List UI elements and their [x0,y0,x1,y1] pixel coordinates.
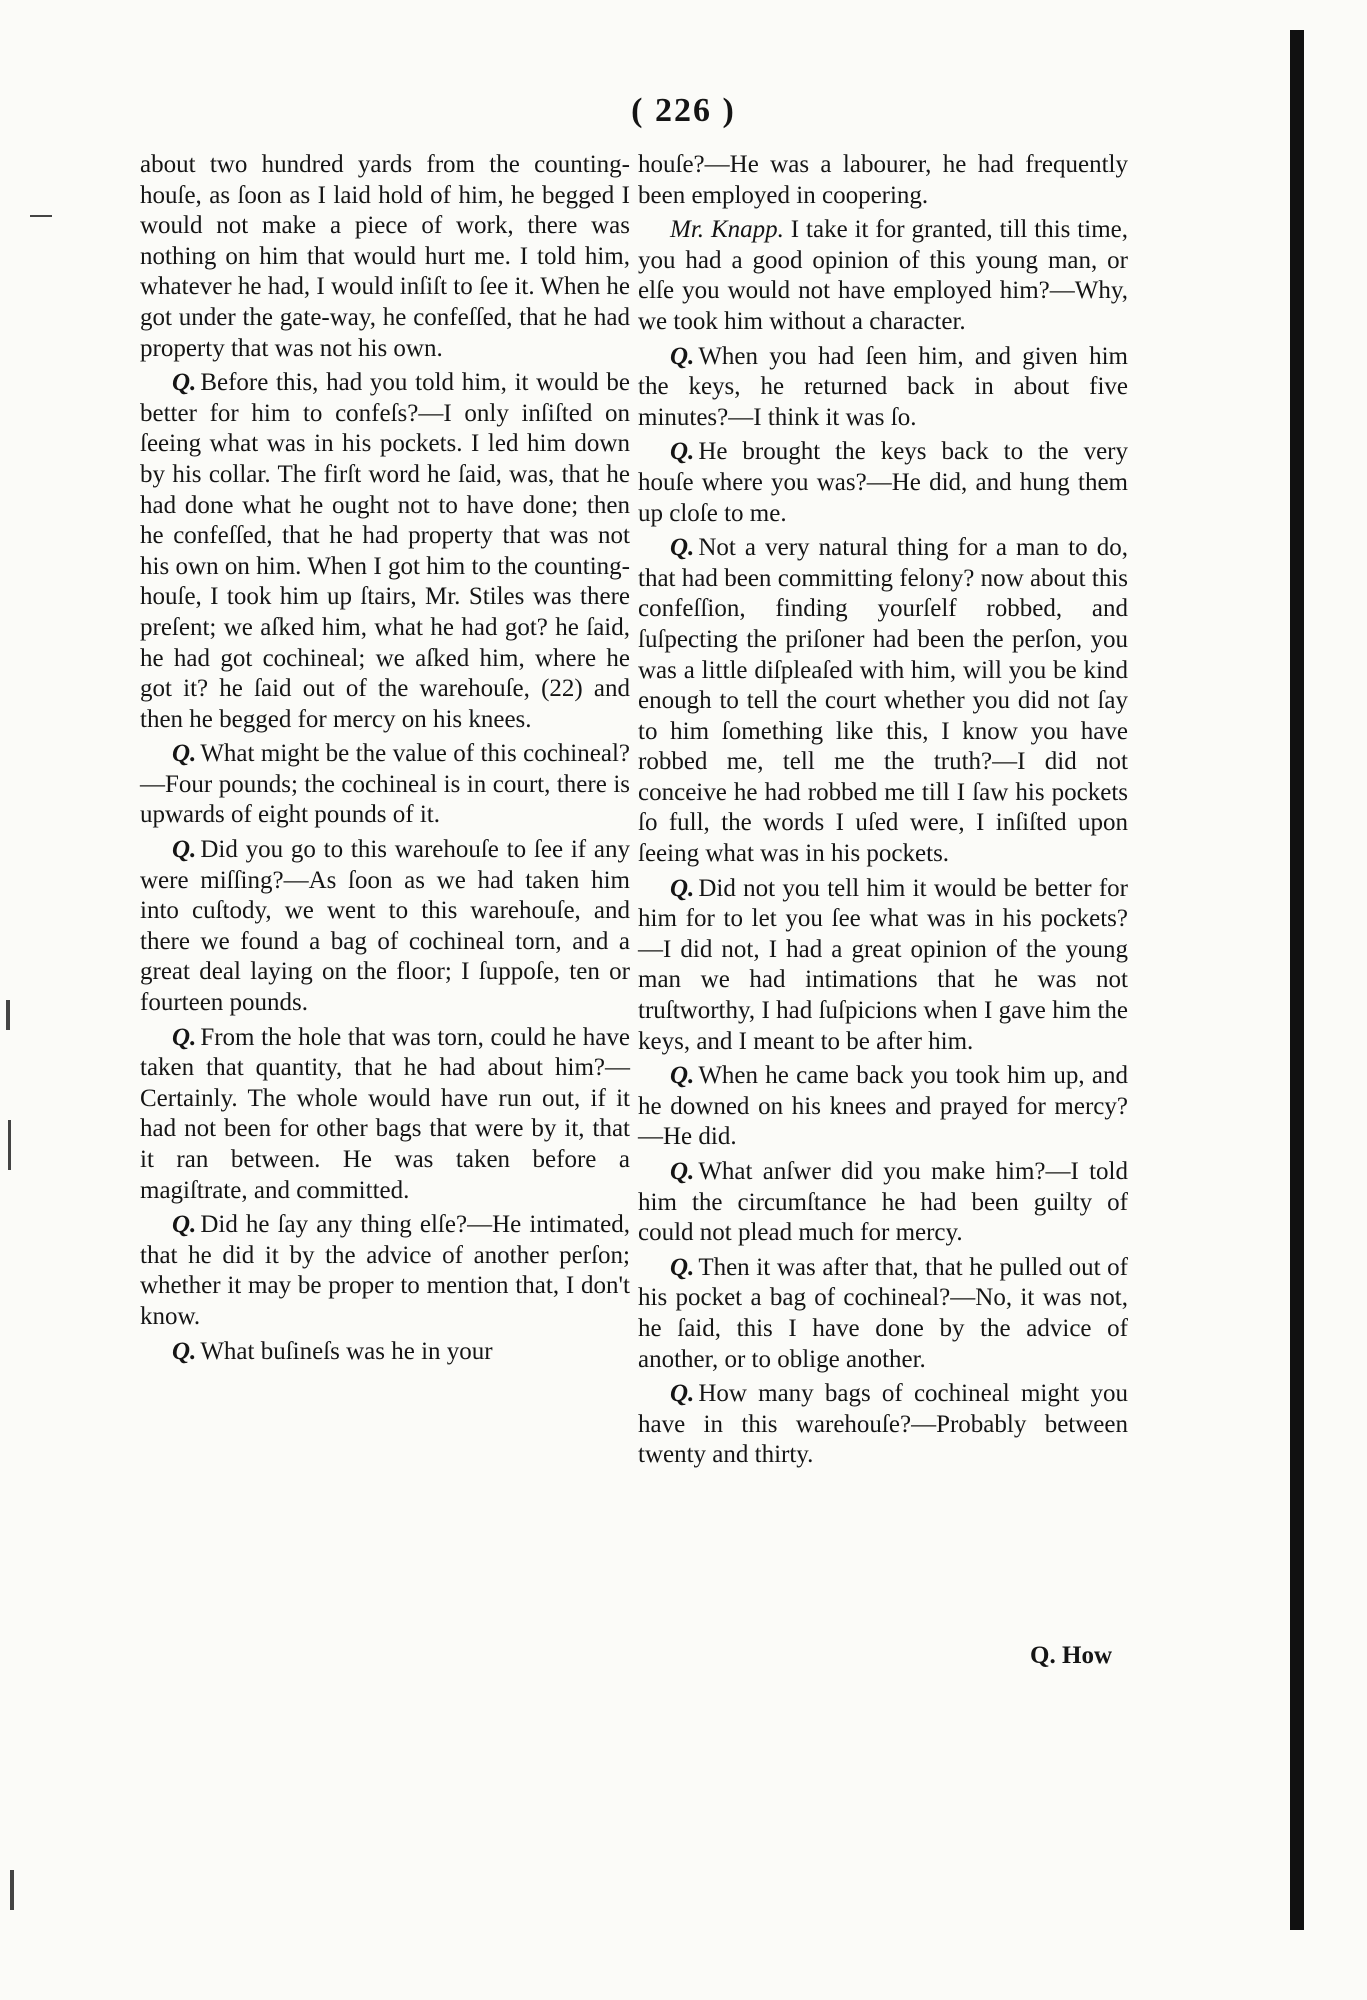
page-number: ( 226 ) [631,92,736,129]
catchword: Q. How [1030,1642,1112,1669]
question-marker: Q. [670,874,695,902]
question-marker: Q. [670,342,695,370]
paragraph: Q. When he came back you took him up, and he downed on his knees and prayed for mercy?—He did. [638,1062,1128,1151]
question-marker: Q. [172,1023,197,1051]
margin-speck [8,1120,11,1170]
speaker-name: Mr. Knapp. [670,216,784,244]
question-marker: Q. [670,1380,695,1408]
paragraph: Q. Not a very natural thing for a man to do, that had been committing felony? now about this confeſſion, finding yourſelf robbed, and ſuſpecting the priſoner had been the perſon, you was a little diſpleaſed with him, will you be kind enough to tell the court whether you did not ſay to him ſomething like this, I know you have robbed me, tell me the truth?—I did not conceive he had robbed me till I ſaw his pockets ſo full, the words I uſed were, I inſiſted upon ſeeing what was in his pockets. [638,534,1128,868]
question-marker: Q. [670,534,695,562]
paragraph: Q. What anſwer did you make him?—I told him the circumſtance he had been guilty of could not plead much for mercy. [638,1158,1128,1247]
margin-speck [6,1000,10,1030]
paragraph: Q. How many bags of cochineal might you have in this warehouſe?—Probably between twenty and thirty. [638,1380,1128,1469]
question-marker: Q. [670,1253,695,1281]
question-marker: Q. [670,438,695,466]
paragraph: about two hundred yards from the counting-houſe, as ſoon as I laid hold of him, he begged I would not make a piece of work, there was nothing on him that would hurt me. I told him, whatever he had, I would inſiſt to ſee it. When he got under the gate-way, he confeſſed, that he had property that was not his own. [140,151,630,362]
right-column [638,150,1128,1475]
left-column [140,150,630,1371]
page-edge-shadow [1290,30,1304,1930]
question-marker: Q. [172,1337,197,1365]
question-marker: Q. [172,369,197,397]
paragraph: Q. Did not you tell him it would be better for him for to let you ſee what was in his pockets?—I did not, I had a great opinion of the young man we had intimations that he was not truſtworthy, I had ſuſpicions when I gave him the keys, and I meant to be after him. [638,874,1128,1055]
paragraph: Q. What might be the value of this cochineal?—Four pounds; the cochineal is in court, there is upwards of eight pounds of it. [140,740,630,829]
paragraph: Q. He brought the keys back to the very houſe where you was?—He did, and hung them up cloſe to me. [638,438,1128,527]
paragraph: Q. Then it was after that, that he pulled out of his pocket a bag of cochineal?—No, it was not, he ſaid, this I have done by the advice of another, or to oblige another. [638,1253,1128,1373]
question-marker: Q. [172,740,197,768]
paragraph: Q. Did you go to this warehouſe to ſee if any were miſſing?—As ſoon as we had taken him into cuſtody, we went to this warehouſe, and there we found a bag of cochineal torn, and a great deal laying on the floor; I ſuppoſe, ten or fourteen pounds. [140,836,630,1017]
question-marker: Q. [172,836,197,864]
paragraph: houſe?—He was a labourer, he had frequently been employed in coopering. [638,151,1128,209]
margin-speck [10,1870,14,1910]
paragraph: Q. From the hole that was torn, could he have taken that quantity, that he had about him?—Certainly. The whole would have run out, if it had not been for other bags that were by it, that it ran between. He was taken before a magiſtrate, and committed. [140,1023,630,1204]
paragraph: Q. What buſineſs was he in your [172,1337,493,1365]
question-marker: Q. [670,1158,695,1185]
margin-speck [30,215,52,217]
question-marker: Q. [670,1062,695,1090]
question-marker: Q. [172,1211,197,1239]
paragraph: Mr. Knapp. I take it for granted, till this time, you had a good opinion of this young man, or elſe you would not have employed him?—Why, we took him without a character. [638,216,1128,335]
paragraph: Q. Before this, had you told him, it would be better for him to confeſs?—I only inſiſted on ſeeing what was in his pockets. I led him down by his collar. The firſt word he ſaid, was, that he had done what he ought not to have done; then he confeſſed, that he had property that was not his own on him. When I got him to the counting-houſe, I took him up ſtairs, Mr. Stiles was there preſent; we aſked him, what he had got? he ſaid, he had got cochineal; we aſked him, where he got it? he ſaid out of the warehouſe, (22) and then he begged for mercy on his knees. [140,369,630,733]
paragraph: Q. When you had ſeen him, and given him the keys, he returned back in about five minutes?—I think it was ſo. [638,342,1128,431]
paragraph: Q. Did he ſay any thing elſe?—He intimated, that he did it by the advice of another perſon; whether it may be proper to mention that, I don't know. [140,1211,630,1330]
